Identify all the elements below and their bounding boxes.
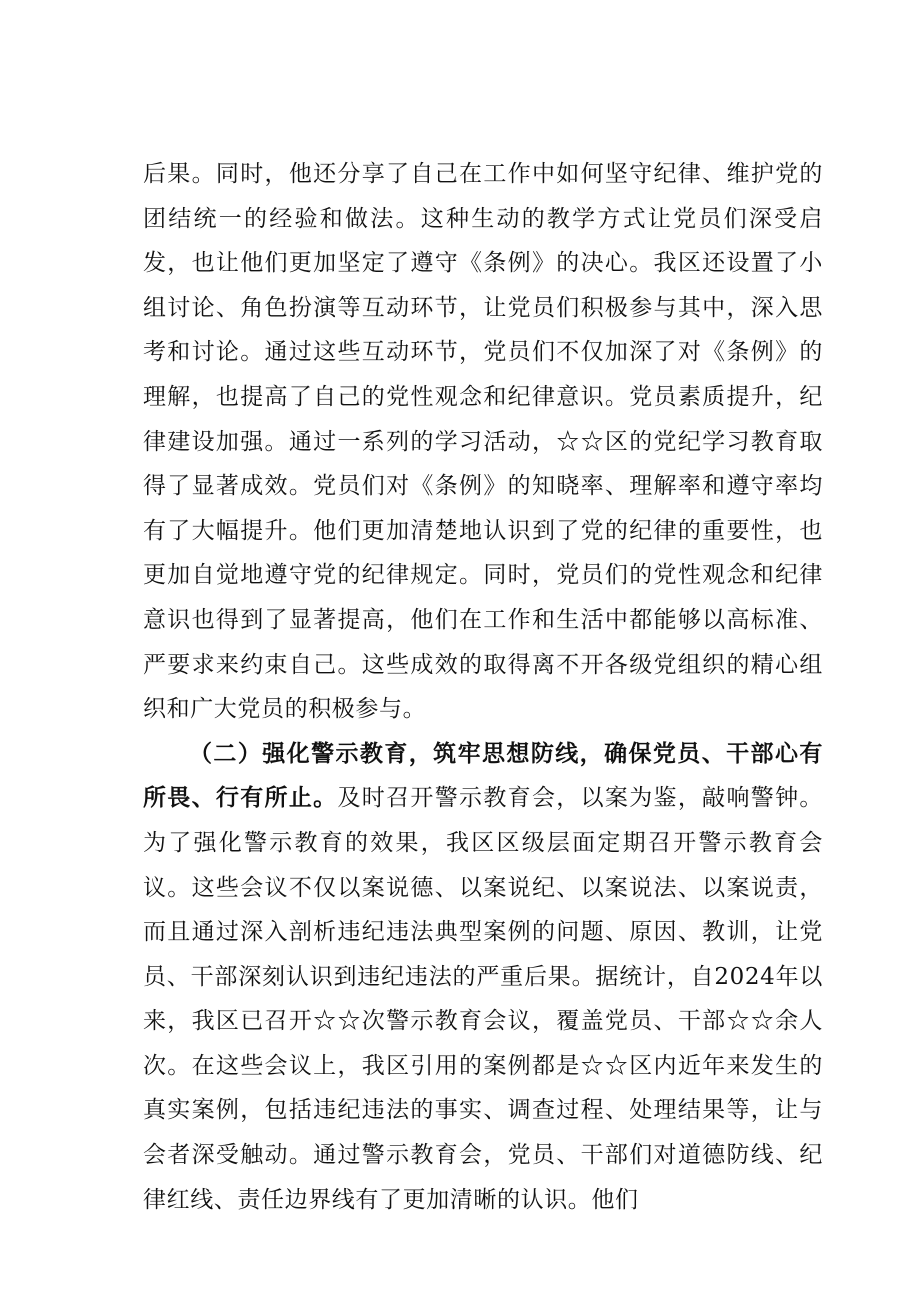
paragraph-2-body: 及时召开警示教育会，以案为鉴，敲响警钟。为了强化警示教育的效果，我区区级层面定期召开警示教育会议。这些会议不仅以案说德、以案说纪、以案说法、以案说责，而且通过深入剖析违纪违法典型案例的问题、原因、教训，让党员、干部深刻认识到违纪违法的严重后果。据统计，自2024年以来，我区已召开☆☆次警示教育会议，覆盖党员、干部☆☆余人次。在这些会议上，我区引用的案例都是☆☆区内近年来发生的真实案例，包括违纪违法的事实、调查过程、处理结果等，让与会者深受触动。通过警示教育会，党员、干部们对道德防线、纪律红线、责任边界线有了更加清晰的认识。他们 [143,785,824,1213]
paragraph-1: 后果。同时，他还分享了自己在工作中如何坚守纪律、维护党的团结统一的经验和做法。这种生动的教学方式让党员们深受启发，也让他们更加坚定了遵守《条例》的决心。我区还设置了小组讨论、角色扮演等互动环节，让党员们积极参与其中，深入思考和讨论。通过这些互动环节，党员们不仅加深了对《条例》的理解，也提高了自己的党性观念和纪律意识。党员素质提升，纪律建设加强。通过一系列的学习活动，☆☆区的党纪学习教育取得了显著成效。党员们对《条例》的知晓率、理解率和遵守率均有了大幅提升。他们更加清楚地认识到了党的纪律的重要性，也更加自觉地遵守党的纪律规定。同时，党员们的党性观念和纪律意识也得到了显著提高，他们在工作和生活中都能够以高标准、严要求来约束自己。这些成效的取得离不开各级党组织的精心组织和广大党员的积极参与。 [143,161,823,723]
document-body [143,152,823,1222]
paragraph-2 [143,732,823,1223]
section-heading: （二）强化警示教育，筑牢思想防线，确保党员、干部心有所畏、行有所止。 [143,739,823,812]
